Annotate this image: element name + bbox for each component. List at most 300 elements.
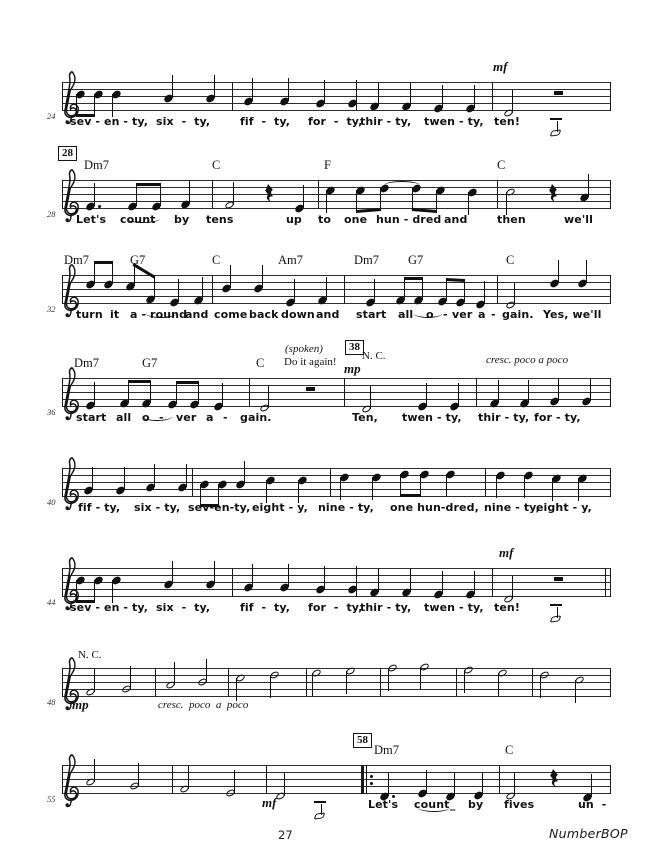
quarter-rest: [550, 769, 560, 788]
note-stem: [214, 75, 215, 98]
note-stem: [524, 475, 525, 498]
lyric-syllable: up: [286, 213, 302, 226]
staff-line: [62, 208, 610, 209]
note-stem: [482, 772, 483, 795]
staff-line: [62, 696, 610, 697]
note-stem: [230, 265, 231, 288]
note-stem: [233, 182, 234, 205]
note-stem: [312, 673, 313, 696]
barline: [232, 82, 233, 111]
lyric-syllable: fif - ty,: [240, 601, 291, 614]
barline: [318, 180, 319, 209]
note-stem: [474, 571, 475, 594]
note-stem: [420, 667, 421, 690]
staff-line: [62, 303, 610, 304]
note-stem: [372, 477, 373, 500]
note-stem: [303, 185, 304, 208]
barline: [192, 468, 193, 497]
note-stem: [326, 277, 327, 300]
note-stem: [284, 773, 285, 796]
barline: [62, 765, 63, 794]
lyric-syllable: Ten,: [352, 411, 378, 424]
note-stem: [326, 190, 327, 213]
note-stem: [174, 662, 175, 685]
rehearsal-mark: 28: [58, 146, 77, 161]
lyric-syllable: twen - ty,: [424, 601, 484, 614]
system-5: [0, 468, 667, 528]
barline: [456, 668, 457, 697]
barline: [266, 765, 267, 794]
chord-symbol: Dm7: [64, 253, 89, 267]
barline: [610, 180, 611, 209]
barline: [344, 275, 345, 304]
barline: [492, 568, 493, 597]
lyric-syllable: -: [443, 308, 448, 321]
rhythm-cue-head: [314, 812, 326, 819]
staff-line: [62, 468, 610, 469]
lyric-syllable: ten!: [494, 115, 520, 128]
staff-line: [62, 110, 610, 111]
staff-line: [62, 596, 610, 597]
lyric-syllable: back: [249, 308, 279, 321]
barline: [532, 668, 533, 697]
lyric-syllable: all: [398, 308, 414, 321]
barline: [610, 275, 611, 304]
lyric-syllable: twen - ty,: [424, 115, 484, 128]
direction-text: cresc. poco a poco: [486, 354, 569, 366]
note-stem: [236, 678, 237, 701]
note-stem: [374, 279, 375, 302]
note-stem: [514, 282, 515, 305]
lyric-syllable: Let's: [76, 213, 107, 226]
note-stem: [222, 383, 223, 406]
note-stem: [426, 770, 427, 793]
direction-text: N. C.: [362, 350, 386, 362]
lyric-syllable: thir - ty,: [360, 115, 412, 128]
note-stem: [94, 183, 95, 206]
lyric-syllable: and: [444, 213, 468, 226]
note-stem: [442, 571, 443, 594]
system-4: [0, 341, 667, 438]
chord-symbol: Dm7: [74, 356, 99, 370]
note-stem: [94, 759, 95, 782]
note-stem: [186, 464, 187, 487]
note-stem: [154, 276, 155, 299]
lyric-syllable: six - ty,: [134, 501, 181, 514]
system-3: [0, 253, 667, 335]
note-stem: [454, 773, 455, 796]
lyric-syllable: one hun-dred,: [390, 501, 479, 514]
note-stem: [324, 80, 325, 103]
note-stem: [172, 561, 173, 584]
lyric-syllable: -: [223, 411, 228, 424]
barline: [610, 765, 611, 794]
barline: [306, 668, 307, 697]
system-7: [0, 649, 667, 728]
chord-symbol: Dm7: [374, 743, 399, 757]
staff-line: [62, 289, 610, 290]
chord-symbol: Dm7: [84, 158, 109, 172]
staff-line: [62, 103, 610, 104]
rhythm-cue-bar: [550, 118, 562, 120]
staff-line: [62, 96, 610, 97]
note-stem: [578, 478, 579, 501]
note-stem: [468, 192, 469, 215]
barline: [610, 668, 611, 697]
lyric-syllable: six - ty,: [156, 601, 211, 614]
note-stem: [356, 566, 357, 589]
eighth-beam: [176, 381, 199, 384]
tie-arc: [384, 181, 420, 190]
lyric-syllable: gain.: [240, 411, 272, 424]
note-stem: [422, 277, 423, 300]
staff-line: [62, 682, 610, 683]
chord-symbol: G7: [408, 253, 424, 267]
barline: [62, 668, 63, 697]
barline: [62, 180, 63, 209]
note-stem: [298, 480, 299, 503]
note-stem: [498, 673, 499, 696]
note-stem: [552, 478, 553, 501]
lyric-syllable: for - ty,: [308, 601, 363, 614]
rehearsal-mark: 58: [353, 733, 372, 748]
note-stem: [514, 773, 515, 796]
lyric-syllable: thir - ty,: [360, 601, 412, 614]
note-stem: [410, 83, 411, 106]
chord-symbol: C: [497, 158, 506, 172]
barline: [497, 275, 498, 304]
barline: [499, 765, 500, 794]
note-stem: [189, 181, 190, 204]
barline: [249, 378, 250, 407]
dynamic-marking: mf: [499, 545, 514, 560]
measure-number: 32: [47, 304, 56, 314]
rhythm-cue-head: [550, 129, 562, 136]
barline: [62, 82, 63, 111]
note-stem: [252, 78, 253, 101]
eighth-beam: [404, 277, 423, 280]
measure-number: 55: [47, 794, 56, 804]
lyric-syllable: turn: [76, 308, 103, 321]
lyric-syllable: start: [356, 308, 387, 321]
lyric-syllable: thir - ty,: [478, 411, 530, 424]
note-stem: [588, 174, 589, 197]
staff-line: [62, 668, 610, 669]
lyric-syllable: _: [450, 798, 456, 811]
note-stem: [356, 80, 357, 103]
note-stem: [474, 85, 475, 108]
barline: [610, 378, 611, 407]
note-stem: [176, 381, 177, 404]
note-stem: [294, 279, 295, 302]
lyric-syllable: for - ty,: [534, 411, 581, 424]
dynamic-marking: mf: [493, 59, 508, 74]
page-number: 27: [278, 828, 293, 842]
staff-line: [62, 575, 610, 576]
lyric-syllable: six - ty,: [156, 115, 211, 128]
note-stem: [124, 467, 125, 490]
dynamic-marking: mp: [344, 361, 361, 376]
note-stem: [128, 380, 129, 403]
lyric-syllable: sev-en-ty,: [188, 501, 251, 514]
lyric-syllable: nine - ty,: [484, 501, 540, 514]
footer-title: NumberBOP: [549, 826, 628, 841]
barline: [212, 275, 213, 304]
lyric-syllable: and: [316, 308, 340, 321]
note-stem: [496, 475, 497, 498]
lyric-syllable: eight - y,: [252, 501, 308, 514]
eighth-beam: [400, 494, 421, 497]
note-stem: [464, 279, 465, 302]
note-stem: [506, 192, 507, 215]
lyric-syllable: twen - ty,: [402, 411, 462, 424]
chord-symbol: C: [506, 253, 515, 267]
staff-line: [62, 296, 610, 297]
direction-text: N. C.: [78, 649, 102, 661]
staff-line: [62, 82, 610, 83]
measure-number: 28: [47, 209, 56, 219]
chord-symbol: Dm7: [354, 253, 379, 267]
note-stem: [586, 260, 587, 283]
dynamic-marking: mp: [72, 697, 89, 712]
lyric-syllable: count: [120, 213, 156, 226]
lyric-syllable: we'll: [564, 213, 594, 226]
direction-text: cresc. poco a poco: [158, 699, 249, 711]
lyric-syllable: -: [159, 411, 164, 424]
note-stem: [214, 561, 215, 584]
note-stem: [268, 385, 269, 408]
chord-symbol: Am7: [278, 253, 303, 267]
rhythm-cue-head: [550, 615, 562, 622]
note-stem: [266, 480, 267, 503]
note-stem: [442, 85, 443, 108]
lyric-syllable: hun - dred: [376, 213, 442, 226]
lyric-syllable: tens: [206, 213, 234, 226]
staff-line: [62, 275, 610, 276]
note-stem: [92, 467, 93, 490]
chord-symbol: C: [505, 743, 514, 757]
system-6: [0, 545, 667, 628]
chord-symbol: G7: [142, 356, 158, 370]
barline: [228, 668, 229, 697]
note-stem: [262, 265, 263, 288]
note-stem: [575, 680, 576, 703]
lyric-syllable: Yes, we'll: [543, 308, 602, 321]
staff-line: [62, 689, 610, 690]
lyric-syllable: for - ty,: [308, 115, 363, 128]
barline: [344, 378, 345, 407]
note-stem: [206, 659, 207, 682]
chord-symbol: C: [256, 356, 265, 370]
note-stem: [346, 671, 347, 694]
staff-line: [62, 779, 610, 780]
chord-symbol: C: [212, 253, 221, 267]
staff-line: [62, 675, 610, 676]
rhythm-cue-bar: [314, 801, 326, 803]
note-stem: [464, 670, 465, 693]
note-stem: [160, 183, 161, 206]
note-stem: [288, 564, 289, 587]
lyric-syllable: come: [214, 308, 248, 321]
staff-line: [62, 496, 610, 497]
note-stem: [288, 78, 289, 101]
lyric-syllable: to: [318, 213, 332, 226]
lyric-syllable: down: [281, 308, 315, 321]
rhythm-cue: [550, 118, 564, 136]
lyric-syllable: o: [426, 308, 434, 321]
lyric-syllable: nine - ty,: [318, 501, 374, 514]
repeat-start-barline: [366, 765, 367, 794]
half-rest: [554, 577, 563, 581]
barline: [232, 568, 233, 597]
lyric-syllable: fif - ty,: [78, 501, 121, 514]
note-stem: [528, 380, 529, 403]
note-stem: [234, 770, 235, 793]
note-stem: [410, 569, 411, 592]
repeat-dot: [370, 775, 373, 778]
lyric-syllable: a: [206, 411, 214, 424]
eighth-beam: [94, 261, 113, 264]
staff-line: [62, 201, 610, 202]
half-rest: [306, 387, 315, 391]
barline: [610, 468, 611, 497]
staff-line: [62, 378, 610, 379]
note-stem: [130, 666, 131, 689]
note-stem: [94, 669, 95, 692]
barline: [492, 82, 493, 111]
staff-line: [62, 180, 610, 181]
lyric-syllable: un -: [578, 798, 607, 811]
note-stem: [202, 277, 203, 300]
note-stem: [94, 382, 95, 405]
system-1: [0, 59, 667, 142]
note-stem: [340, 477, 341, 500]
lyric-syllable: ten!: [494, 601, 520, 614]
lyric-syllable: it: [110, 308, 120, 321]
staff-line: [62, 772, 610, 773]
measure-number: 24: [47, 111, 56, 121]
staff-line: [62, 786, 610, 787]
dynamic-marking: mf: [262, 795, 277, 810]
half-rest: [554, 91, 563, 95]
lyric-syllable: sev - en - ty,: [70, 115, 149, 128]
measure-number: 36: [47, 407, 56, 417]
note-stem: [150, 380, 151, 403]
note-stem: [378, 83, 379, 106]
lyric-syllable: fif - ty,: [240, 115, 291, 128]
system-2: [0, 147, 667, 240]
note-stem: [498, 380, 499, 403]
note-stem: [512, 576, 513, 599]
rhythm-cue: [314, 801, 328, 819]
measure-number: 44: [47, 597, 56, 607]
note-stem: [378, 569, 379, 592]
note-stem: [446, 474, 447, 497]
staff-line: [62, 194, 610, 195]
quarter-rest: [549, 184, 559, 203]
note-stem: [370, 386, 371, 409]
direction-text: (spoken): [285, 343, 323, 355]
lyric-syllable: by: [468, 798, 484, 811]
note-stem: [198, 381, 199, 404]
staff-line: [62, 589, 610, 590]
measure-number: 48: [47, 697, 56, 707]
note-stem: [252, 564, 253, 587]
note-stem: [270, 675, 271, 698]
note-stem: [404, 277, 405, 300]
chord-symbol: G7: [130, 253, 146, 267]
staff-line: [62, 793, 610, 794]
barline: [330, 468, 331, 497]
barline: [212, 180, 213, 209]
barline: [610, 568, 611, 597]
lyric-syllable: count: [414, 798, 450, 811]
lyric-syllable: ver: [452, 308, 473, 321]
note-stem: [112, 580, 113, 603]
note-stem: [558, 378, 559, 401]
note-stem: [94, 261, 95, 284]
lyric-syllable: gain.: [502, 308, 534, 321]
system-8: [0, 734, 667, 825]
barline: [485, 468, 486, 497]
staff-line: [62, 482, 610, 483]
lyric-syllable: ver: [176, 411, 197, 424]
eighth-beam: [128, 380, 151, 383]
lyric-syllable: start: [76, 411, 107, 424]
note-stem: [458, 383, 459, 406]
note-stem: [112, 94, 113, 117]
barline: [380, 668, 381, 697]
eighth-beam: [136, 183, 161, 186]
rhythm-cue: [550, 604, 564, 622]
lyric-syllable: by: [174, 213, 190, 226]
barline: [155, 668, 156, 697]
note-stem: [136, 183, 137, 206]
note-stem: [512, 90, 513, 113]
lyric-syllable: Let's: [368, 798, 399, 811]
note-stem: [244, 461, 245, 484]
staff-line: [62, 187, 610, 188]
lyric-syllable: then: [497, 213, 526, 226]
note-stem: [388, 773, 389, 796]
barline: [62, 568, 63, 597]
note-stem: [324, 566, 325, 589]
lyric-syllable: and: [185, 308, 209, 321]
note-stem: [178, 279, 179, 302]
note-stem: [388, 668, 389, 691]
chord-symbol: C: [212, 158, 221, 172]
staff-line: [62, 282, 610, 283]
lyric-syllable: -: [491, 308, 496, 321]
note-stem: [426, 383, 427, 406]
barline: [610, 82, 611, 111]
note-stem: [138, 763, 139, 786]
staff-line: [62, 582, 610, 583]
staff-line: [62, 568, 610, 569]
lyric-syllable: a - round: [130, 308, 188, 321]
lyric-syllable: o: [142, 411, 150, 424]
lyric-syllable: sev - en - ty,: [70, 601, 149, 614]
note-stem: [540, 675, 541, 698]
lyric-syllable: fives: [504, 798, 535, 811]
barline: [62, 378, 63, 407]
lyric-syllable: all: [116, 411, 132, 424]
barline: [476, 378, 477, 407]
rehearsal-mark: 38: [345, 340, 364, 355]
barline: [605, 568, 606, 597]
quarter-rest: [265, 184, 275, 203]
direction-text: Do it again!: [284, 356, 337, 368]
